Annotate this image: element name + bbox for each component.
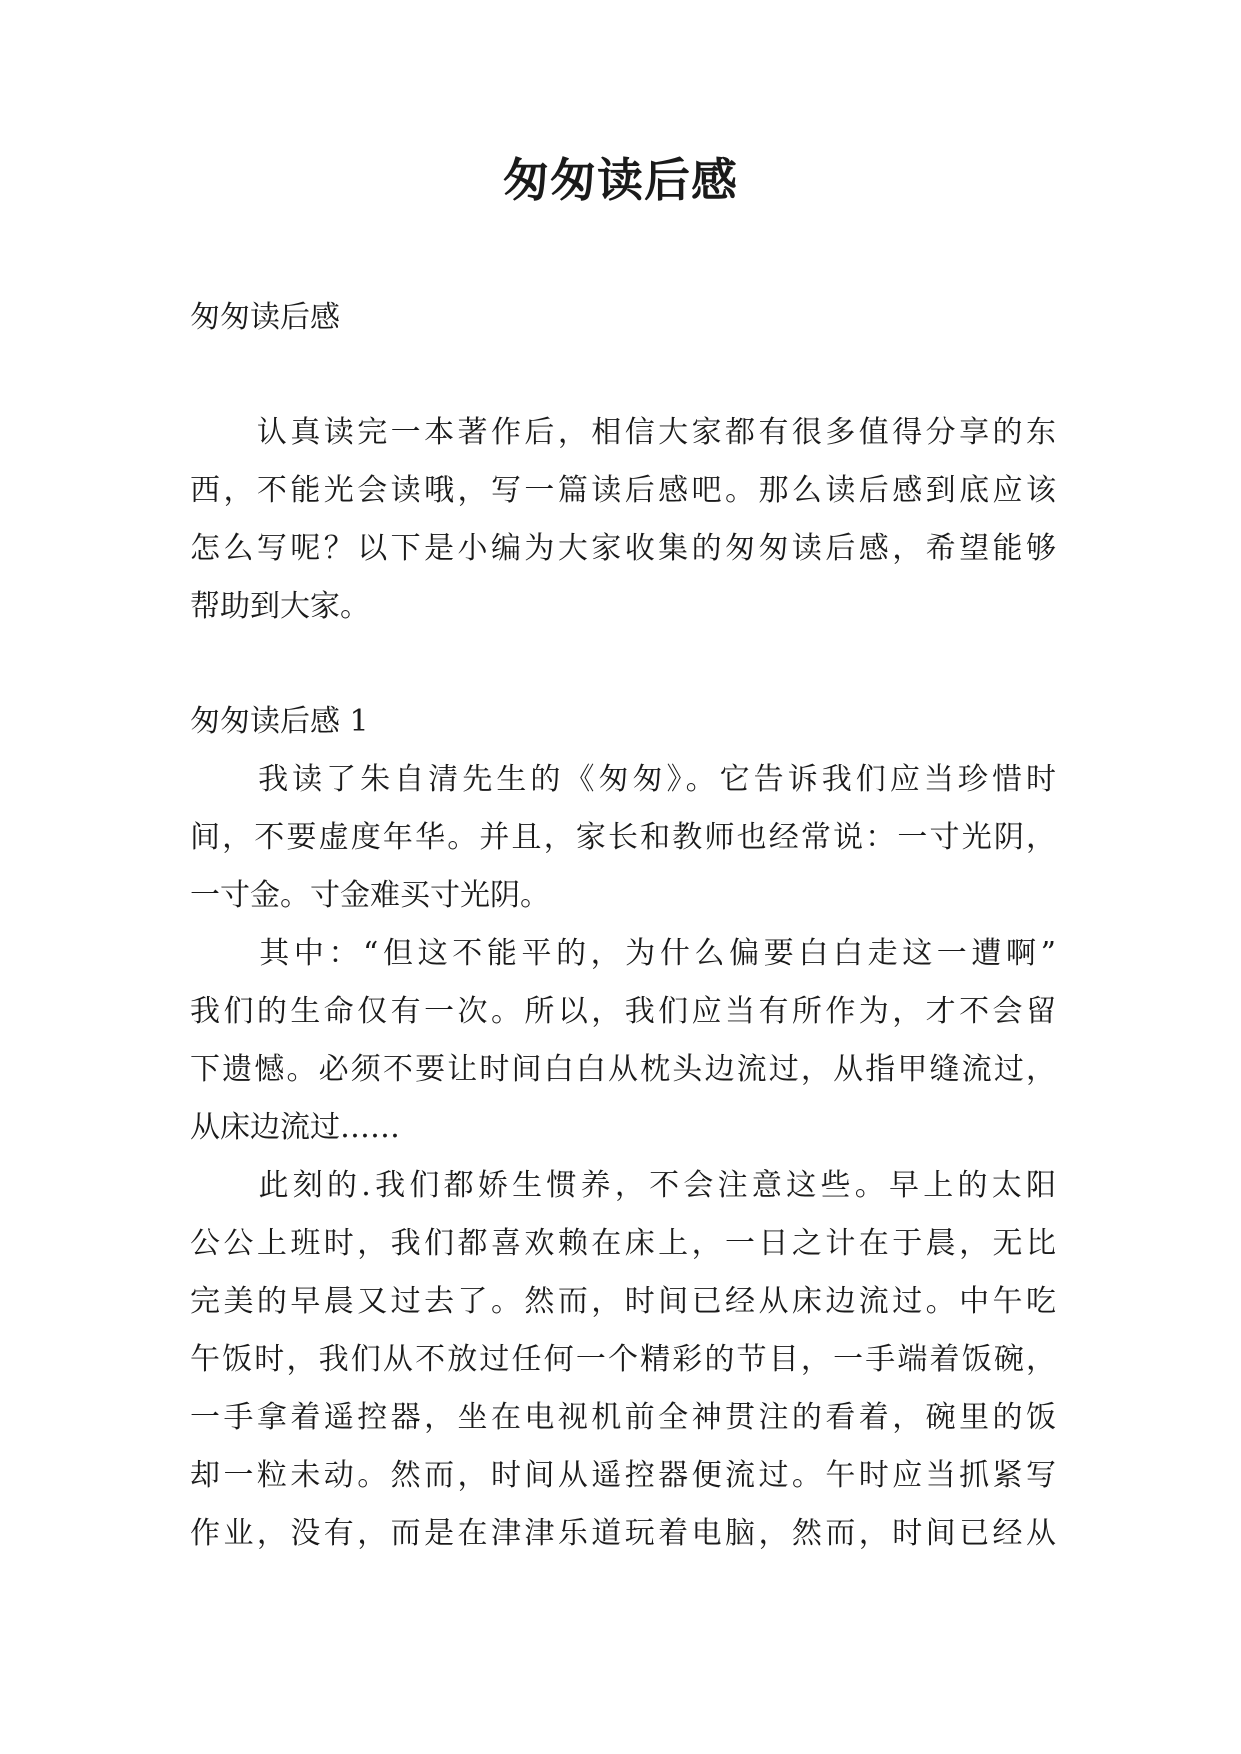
intro-line: 怎么写呢？以下是小编为大家收集的匆匆读后感，希望能够 bbox=[190, 531, 1056, 566]
intro-line: 西，不能光会读哦，写一篇读后感吧。那么读后感到底应该 bbox=[190, 473, 1056, 508]
paragraph-line: 一手拿着遥控器，坐在电视机前全神贯注的看着，碗里的饭 bbox=[190, 1400, 1056, 1435]
paragraph-line: 一寸金。寸金难买寸光阴。 bbox=[190, 878, 550, 913]
paragraph-line: 完美的早晨又过去了。然而，时间已经从床边流过。中午吃 bbox=[190, 1284, 1056, 1319]
document-subtitle: 匆匆读后感 bbox=[190, 300, 340, 335]
section-heading: 匆匆读后感 1 bbox=[190, 704, 369, 739]
paragraph-line: 此刻的.我们都娇生惯养，不会注意这些。早上的太阳 bbox=[190, 1168, 1056, 1203]
paragraph-line: 作业，没有，而是在津津乐道玩着电脑，然而，时间已经从 bbox=[190, 1516, 1056, 1551]
paragraph-line: 公公上班时，我们都喜欢赖在床上，一日之计在于晨，无比 bbox=[190, 1226, 1056, 1261]
paragraph-line: 我们的生命仅有一次。所以，我们应当有所作为，才不会留 bbox=[190, 994, 1056, 1029]
document-title: 匆匆读后感 bbox=[503, 153, 738, 207]
paragraph-line: 却一粒未动。然而，时间从遥控器便流过。午时应当抓紧写 bbox=[190, 1458, 1056, 1493]
paragraph-line: 我读了朱自清先生的《匆匆》。它告诉我们应当珍惜时 bbox=[190, 762, 1056, 797]
paragraph-line: 其中：“但这不能平的，为什么偏要白白走这一遭啊” bbox=[190, 936, 1056, 971]
paragraph-line: 从床边流过…… bbox=[190, 1110, 400, 1145]
paragraph-line: 间，不要虚度年华。并且，家长和教师也经常说：一寸光阴， bbox=[190, 820, 1056, 855]
intro-line: 帮助到大家。 bbox=[190, 589, 370, 624]
intro-line: 认真读完一本著作后，相信大家都有很多值得分享的东 bbox=[190, 415, 1056, 450]
paragraph-line: 午饭时，我们从不放过任何一个精彩的节目，一手端着饭碗， bbox=[190, 1342, 1056, 1377]
paragraph-line: 下遗憾。必须不要让时间白白从枕头边流过，从指甲缝流过， bbox=[190, 1052, 1056, 1087]
